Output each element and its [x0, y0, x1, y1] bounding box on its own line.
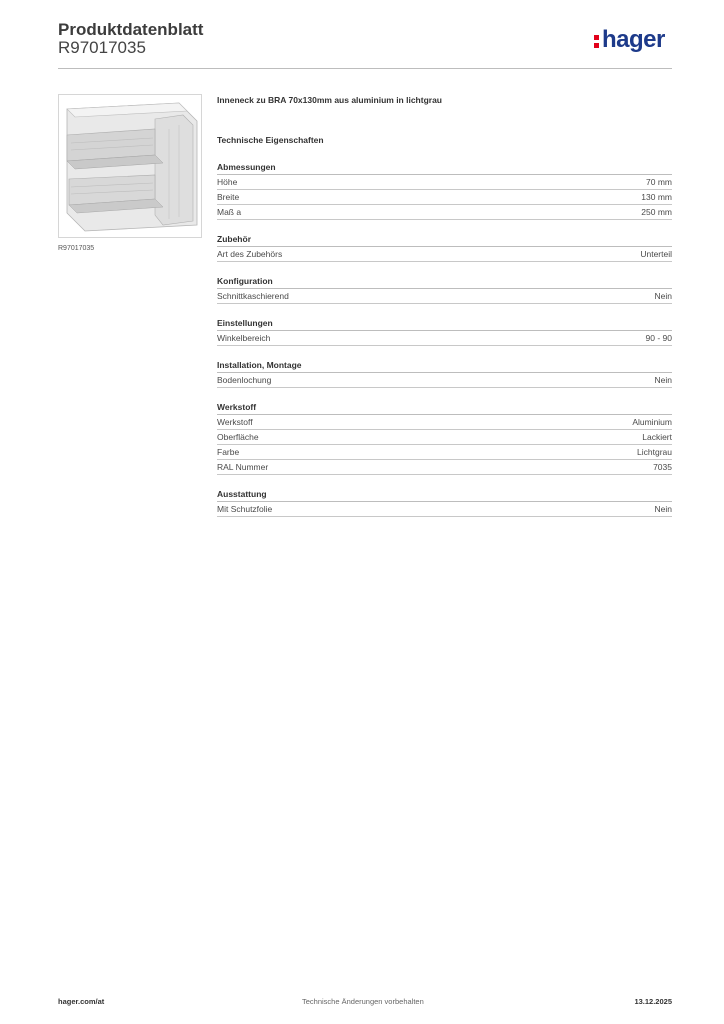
property-group: [217, 489, 672, 517]
logo-text: hager: [602, 26, 665, 53]
property-value: Nein: [654, 291, 672, 301]
technical-properties-heading: Technische Eigenschaften: [217, 135, 324, 145]
properties-table: [217, 162, 672, 517]
property-value: 7035: [653, 462, 672, 472]
product-number: R97017035: [58, 38, 146, 57]
property-row: [217, 289, 672, 304]
property-label: Oberfläche: [217, 432, 259, 442]
property-value: Lichtgrau: [637, 447, 672, 457]
footer-website-link[interactable]: hager.com/at: [58, 997, 105, 1006]
property-group-title: Zubehör: [217, 234, 672, 247]
property-group: [217, 360, 672, 388]
logo-dots-icon: [594, 26, 600, 52]
property-label: Farbe: [217, 447, 240, 457]
property-row: [217, 331, 672, 346]
property-label: Maß a: [217, 207, 242, 217]
property-label: Höhe: [217, 177, 238, 187]
property-row: [217, 415, 672, 430]
property-value: Nein: [654, 375, 672, 385]
footer-notice: Technische Änderungen vorbehalten: [302, 997, 424, 1006]
property-value: Unterteil: [640, 249, 672, 259]
property-value: 70 mm: [646, 177, 672, 187]
property-row: [217, 460, 672, 475]
property-label: Mit Schutzfolie: [217, 504, 273, 514]
property-group-title: Einstellungen: [217, 318, 672, 331]
property-group-title: Installation, Montage: [217, 360, 672, 373]
product-description: Inneneck zu BRA 70x130mm aus aluminium in lichtgrau: [217, 95, 442, 105]
product-details: [217, 94, 672, 517]
property-row: [217, 247, 672, 262]
property-label: RAL Nummer: [217, 462, 269, 472]
property-group: [217, 162, 672, 220]
document-title: Produktdatenblatt: [58, 20, 204, 39]
property-group-title: Werkstoff: [217, 402, 672, 415]
property-group: [217, 234, 672, 262]
property-row: [217, 190, 672, 205]
footer-date: 13.12.2025: [634, 997, 672, 1006]
property-label: Art des Zubehörs: [217, 249, 283, 259]
property-value: Aluminium: [632, 417, 672, 427]
property-row: [217, 205, 672, 220]
property-value: 250 mm: [641, 207, 672, 217]
property-group-title: Ausstattung: [217, 489, 672, 502]
hager-logo[interactable]: [594, 26, 665, 54]
image-caption: R97017035: [58, 245, 95, 252]
property-label: Bodenlochung: [217, 375, 272, 385]
cable-duct-inner-corner-icon: [59, 95, 201, 237]
property-value: Lackiert: [642, 432, 672, 442]
property-row: [217, 430, 672, 445]
property-value: 90 - 90: [645, 333, 672, 343]
property-row: [217, 445, 672, 460]
property-group-title: Konfiguration: [217, 276, 672, 289]
property-label: Schnittkaschierend: [217, 291, 289, 301]
property-row: [217, 502, 672, 517]
property-value: Nein: [654, 504, 672, 514]
header-divider: [58, 68, 672, 69]
property-row: [217, 175, 672, 190]
property-label: Breite: [217, 192, 240, 202]
product-image: [58, 94, 202, 238]
property-value: 130 mm: [641, 192, 672, 202]
property-group: [217, 318, 672, 346]
property-row: [217, 373, 672, 388]
property-label: Winkelbereich: [217, 333, 271, 343]
property-group: [217, 276, 672, 304]
property-group: [217, 402, 672, 475]
property-group-title: Abmessungen: [217, 162, 672, 175]
property-label: Werkstoff: [217, 417, 253, 427]
